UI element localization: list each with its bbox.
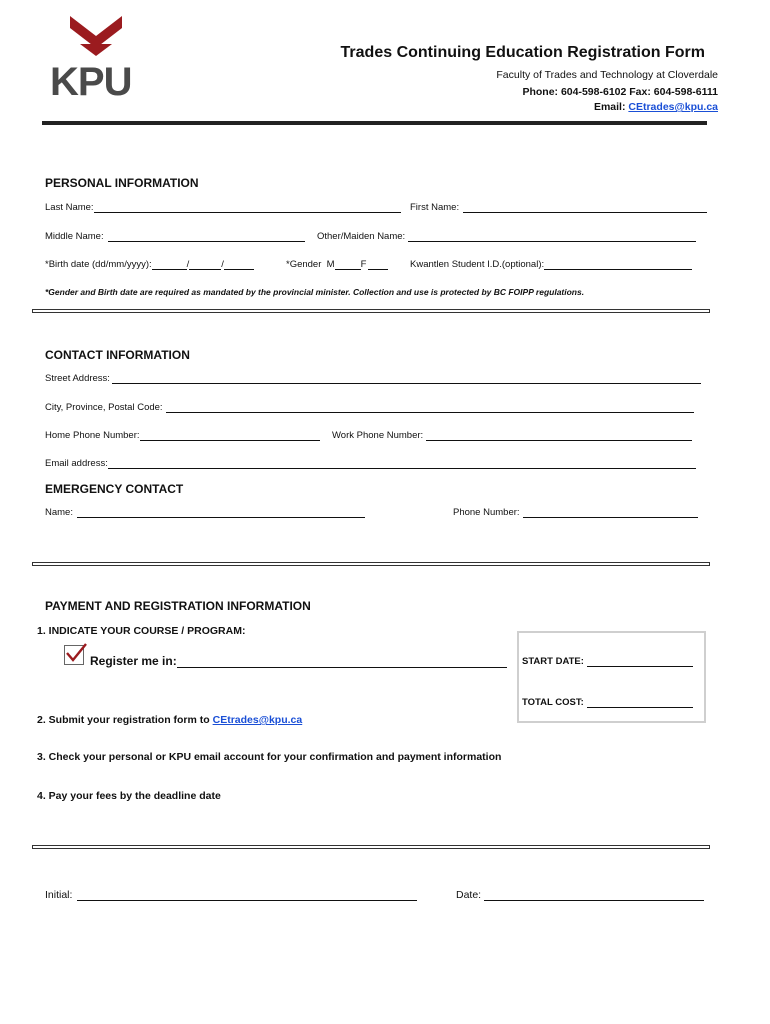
step-3: 3. Check your personal or KPU email account for your confirmation and payment information bbox=[37, 751, 502, 763]
home-phone-line[interactable] bbox=[140, 430, 320, 441]
street-address-label: Street Address: bbox=[45, 373, 110, 384]
section-divider-3 bbox=[32, 845, 710, 849]
last-name-label: Last Name: bbox=[45, 202, 94, 213]
home-phone-label: Home Phone Number: bbox=[45, 430, 140, 441]
work-phone-line[interactable] bbox=[426, 430, 692, 441]
total-cost-line[interactable] bbox=[587, 697, 693, 708]
section-divider-1 bbox=[32, 309, 710, 313]
emergency-name-line[interactable] bbox=[77, 507, 365, 518]
city-field[interactable] bbox=[45, 402, 694, 413]
emergency-name-field[interactable] bbox=[45, 507, 365, 518]
email-address-line[interactable] bbox=[108, 458, 696, 469]
birth-date-field[interactable]: *Birth date (dd/mm/yyyy): / / bbox=[45, 259, 254, 270]
emergency-name-label: Name: bbox=[45, 507, 73, 518]
date-label: Date: bbox=[456, 889, 482, 901]
work-phone-label: Work Phone Number: bbox=[332, 430, 424, 441]
personal-info-title: PERSONAL INFORMATION bbox=[45, 176, 199, 190]
contact-info-title: CONTACT INFORMATION bbox=[45, 348, 190, 362]
other-name-line[interactable] bbox=[408, 231, 696, 242]
emergency-contact-title: EMERGENCY CONTACT bbox=[45, 482, 184, 496]
student-id-field[interactable] bbox=[410, 259, 692, 270]
middle-name-label: Middle Name: bbox=[45, 231, 104, 242]
birth-day-line[interactable] bbox=[152, 259, 187, 270]
student-id-label: Kwantlen Student I.D.(optional): bbox=[410, 259, 545, 270]
faculty-name: Faculty of Trades and Technology at Cloverdale bbox=[496, 69, 718, 81]
start-date-label: START DATE: bbox=[522, 656, 584, 667]
street-address-line[interactable] bbox=[112, 373, 701, 384]
section-divider-2 bbox=[32, 562, 710, 566]
birth-year-line[interactable] bbox=[224, 259, 254, 270]
other-name-label: Other/Maiden Name: bbox=[317, 231, 406, 242]
header-rule bbox=[42, 121, 707, 125]
step-2-text: 2. Submit your registration form to bbox=[37, 714, 213, 726]
payment-title: PAYMENT AND REGISTRATION INFORMATION bbox=[45, 599, 311, 613]
kpu-logo-mark bbox=[66, 14, 126, 56]
last-name-field[interactable] bbox=[45, 202, 401, 213]
first-name-line[interactable] bbox=[463, 202, 707, 213]
birth-month-line[interactable] bbox=[189, 259, 221, 270]
start-date-field[interactable] bbox=[522, 656, 693, 667]
birth-date-label: *Birth date (dd/mm/yyyy): bbox=[45, 259, 152, 270]
work-phone-field[interactable] bbox=[332, 430, 692, 441]
emergency-phone-line[interactable] bbox=[523, 507, 698, 518]
first-name-label: First Name: bbox=[410, 202, 460, 213]
email-field[interactable] bbox=[45, 458, 696, 469]
city-line[interactable] bbox=[166, 402, 694, 413]
last-name-line[interactable] bbox=[94, 202, 401, 213]
gender-m-line[interactable] bbox=[335, 259, 361, 270]
student-id-line[interactable] bbox=[544, 259, 692, 270]
emergency-phone-field[interactable] bbox=[453, 507, 698, 518]
initial-field[interactable] bbox=[45, 889, 417, 901]
street-address-field[interactable] bbox=[45, 373, 701, 384]
email-label: Email: bbox=[593, 101, 629, 113]
home-phone-field[interactable] bbox=[45, 430, 320, 441]
start-date-line[interactable] bbox=[587, 656, 693, 667]
gender-m-label: M bbox=[326, 259, 335, 270]
submit-email-link[interactable]: CEtrades@kpu.ca bbox=[212, 714, 303, 726]
city-label: City, Province, Postal Code: bbox=[45, 402, 163, 413]
form-title: Trades Continuing Education Registration Form bbox=[340, 44, 705, 61]
payment-box bbox=[517, 631, 706, 723]
register-course-line[interactable] bbox=[177, 655, 507, 668]
email-address-label: Email address: bbox=[45, 458, 108, 469]
middle-name-line[interactable] bbox=[108, 231, 305, 242]
email-link[interactable]: CEtrades@kpu.ca bbox=[628, 101, 718, 113]
total-cost-field[interactable] bbox=[522, 697, 693, 708]
gender-label: *Gender bbox=[286, 259, 322, 270]
first-name-field[interactable] bbox=[410, 202, 707, 213]
initial-line[interactable] bbox=[77, 890, 417, 901]
date-field[interactable] bbox=[456, 889, 704, 901]
step-4: 4. Pay your fees by the deadline date bbox=[37, 790, 221, 802]
step-2 bbox=[37, 714, 302, 726]
initial-label: Initial: bbox=[45, 889, 73, 901]
check-icon bbox=[64, 641, 88, 665]
register-field[interactable] bbox=[90, 654, 507, 668]
date-line[interactable] bbox=[484, 890, 704, 901]
phone-fax: Phone: 604-598-6102 Fax: 604-598-6111 bbox=[522, 86, 718, 98]
gender-f-label: F bbox=[360, 259, 367, 270]
logo-text: KPU bbox=[50, 60, 132, 104]
other-name-field[interactable] bbox=[317, 231, 696, 242]
gender-f-line[interactable] bbox=[368, 259, 388, 270]
gender-field[interactable] bbox=[286, 259, 388, 270]
emergency-phone-label: Phone Number: bbox=[453, 507, 520, 518]
privacy-note: *Gender and Birth date are required as mandated by the provincial minister. Collection and use is protected by BC FOIPP regulations. bbox=[45, 287, 585, 297]
step-1: 1. INDICATE YOUR COURSE / PROGRAM: bbox=[37, 625, 246, 637]
middle-name-field[interactable] bbox=[45, 231, 305, 242]
header-email bbox=[300, 101, 718, 113]
register-label: Register me in: bbox=[90, 654, 177, 668]
total-cost-label: TOTAL COST: bbox=[522, 697, 584, 708]
